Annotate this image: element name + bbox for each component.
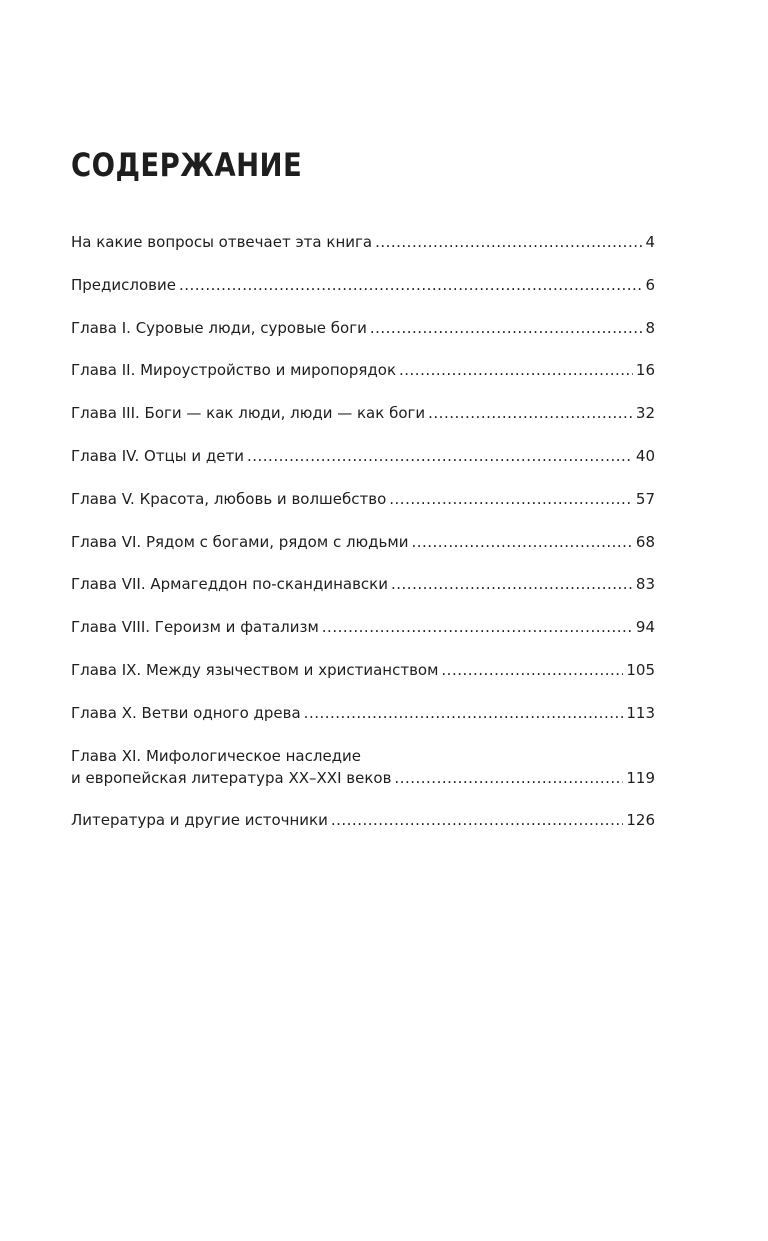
table-of-contents	[71, 231, 655, 852]
toc-entry[interactable]	[71, 745, 655, 789]
toc-dot-leader	[389, 488, 633, 510]
toc-page-number: 119	[626, 768, 655, 787]
toc-entry[interactable]	[71, 702, 655, 724]
toc-page-number: 40	[635, 446, 655, 465]
toc-entry[interactable]	[71, 274, 655, 296]
toc-entry-title: Глава V. Красота, любовь и волшебство	[71, 489, 387, 508]
toc-entry-title: На какие вопросы отвечает эта книга	[71, 233, 373, 251]
toc-page-number: 4	[645, 233, 655, 251]
toc-dot-leader	[322, 616, 633, 638]
toc-entry[interactable]	[71, 616, 655, 638]
toc-dot-leader	[247, 445, 633, 467]
toc-entry[interactable]	[71, 659, 655, 681]
page-title: СОДЕРЖАНИЕ	[71, 146, 303, 184]
toc-entry[interactable]	[71, 359, 655, 381]
toc-page-number: 105	[626, 660, 655, 679]
toc-entry-title: Предисловие	[71, 275, 176, 294]
toc-entry-title: Глава III. Боги — как люди, люди — как боги	[71, 404, 426, 423]
toc-entry-title: Глава VI. Рядом с богами, рядом с людьми	[71, 532, 409, 551]
toc-page-number: 16	[635, 361, 655, 380]
toc-page-number: 8	[645, 318, 655, 337]
toc-entry-title: Глава II. Мироустройство и миропорядок	[71, 361, 396, 380]
toc-entry[interactable]	[71, 809, 655, 831]
toc-page-number: 32	[635, 404, 655, 423]
toc-entry-title: Глава VII. Армагеддон по-скандинавски	[71, 575, 388, 594]
toc-entry-title: Литература и другие источники	[71, 811, 328, 830]
toc-page-number: 6	[645, 275, 655, 294]
toc-entry-title: Глава IX. Между язычеством и христианством	[71, 660, 439, 679]
toc-page-number: 113	[626, 703, 655, 722]
toc-entry[interactable]	[71, 445, 655, 467]
toc-dot-leader	[375, 231, 642, 253]
toc-entry[interactable]	[71, 488, 655, 510]
toc-dot-leader	[331, 809, 624, 831]
toc-entry-title-line1: Глава XI. Мифологическое наследие	[71, 746, 362, 765]
toc-entry-title: Глава IV. Отцы и дети	[71, 446, 244, 465]
toc-dot-leader	[441, 659, 623, 681]
toc-entry-title: Глава X. Ветви одного древа	[71, 703, 301, 722]
toc-entry[interactable]	[71, 573, 655, 595]
toc-entry-title: Глава VIII. Героизм и фатализм	[71, 618, 319, 637]
toc-entry-title-line2: и европейская литература XX–XXI веков	[71, 768, 392, 787]
toc-dot-leader	[394, 767, 623, 789]
toc-dot-leader	[411, 531, 632, 553]
toc-dot-leader	[370, 317, 643, 339]
toc-page-number: 83	[635, 575, 655, 594]
toc-entry-title: Глава I. Суровые люди, суровые боги	[71, 318, 367, 337]
toc-dot-leader	[304, 702, 624, 724]
toc-dot-leader	[179, 274, 642, 296]
toc-entry[interactable]	[71, 231, 655, 253]
toc-dot-leader	[428, 402, 633, 424]
toc-page-number: 57	[635, 489, 655, 508]
toc-dot-leader	[391, 573, 633, 595]
toc-entry[interactable]	[71, 317, 655, 339]
toc-entry[interactable]	[71, 531, 655, 553]
toc-dot-leader	[399, 359, 633, 381]
toc-page-number: 68	[635, 532, 655, 551]
toc-page-number: 94	[635, 618, 655, 637]
toc-entry[interactable]	[71, 402, 655, 424]
toc-page-number: 126	[626, 811, 655, 830]
